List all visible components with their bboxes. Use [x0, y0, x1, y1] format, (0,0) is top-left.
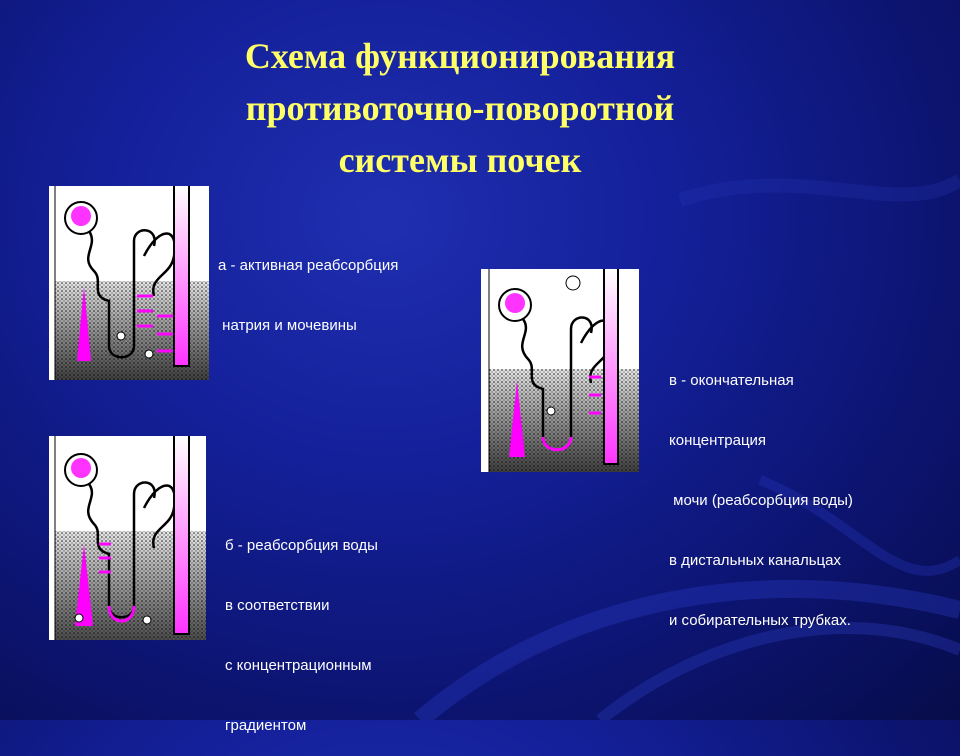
- caption-c-line-4: в дистальных канальцах: [669, 552, 841, 569]
- caption-a-line-1: а - активная реабсорбция: [218, 257, 399, 274]
- caption-c-line-1: в - окончательная: [669, 372, 794, 389]
- title-line-1: Схема функционирования: [244, 36, 676, 76]
- caption-a: [218, 216, 398, 356]
- caption-c-line-5: и собирательных трубках.: [669, 612, 851, 629]
- nephron-diagram-a: [49, 186, 209, 380]
- caption-c: [669, 331, 853, 651]
- caption-b-line-2: в соответствии: [225, 597, 330, 614]
- slide-title: [140, 30, 780, 186]
- caption-a-line-2: натрия и мочевины: [218, 317, 357, 334]
- caption-b-line-4: градиентом: [225, 717, 307, 734]
- caption-b-line-3: с концентрационным: [225, 657, 372, 674]
- caption-b-line-1: б - реабсорбция воды: [225, 537, 378, 554]
- title-line-2: противоточно-поворотной: [245, 88, 675, 128]
- nephron-diagram-b: [49, 436, 206, 640]
- caption-c-line-2: концентрация: [669, 432, 767, 449]
- title-line-3: системы почек: [338, 140, 582, 180]
- caption-c-line-3: мочи (реабсорбция воды): [669, 492, 853, 509]
- nephron-diagram-c: [481, 269, 639, 472]
- caption-b: [225, 496, 378, 756]
